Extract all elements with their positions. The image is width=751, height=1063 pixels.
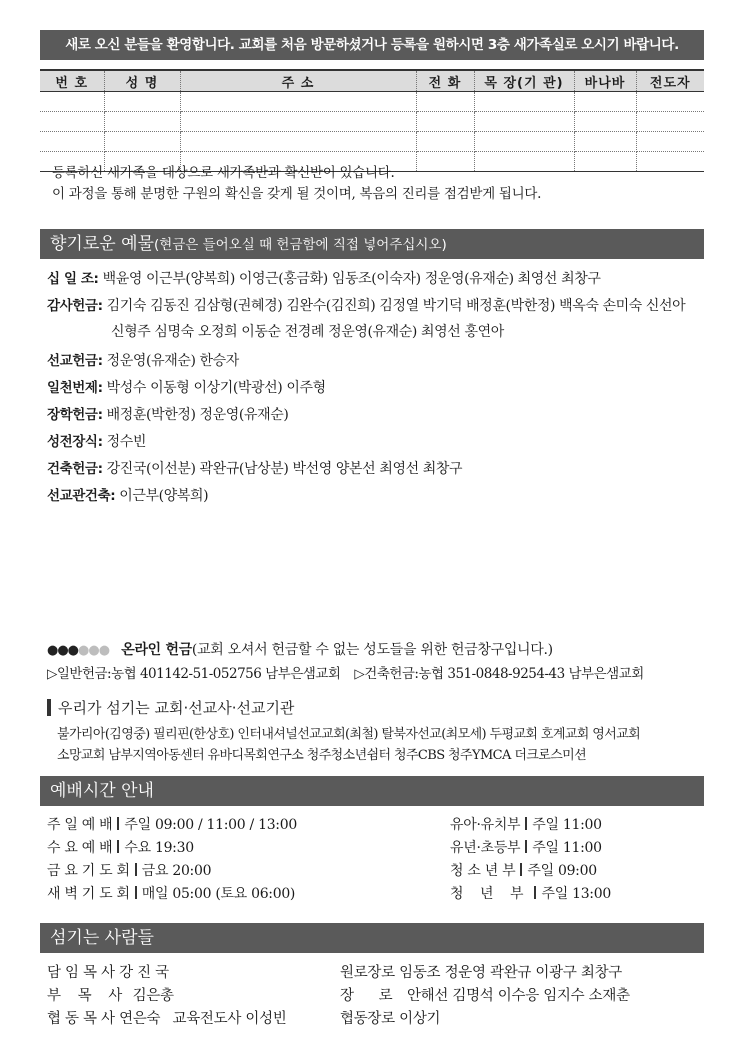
staff-header: 섬기는 사람들	[40, 923, 704, 953]
offering-names: 정수빈	[106, 434, 147, 450]
table-cell[interactable]	[574, 112, 636, 132]
table-cell[interactable]	[636, 132, 704, 152]
header-cell-group: 목 장(기 관)	[474, 70, 574, 92]
serving-orgs-line-1: 불가리아(김영중) 필리핀(한상호) 인터내셔널선교교회(최철) 탈북자선교(최모세) 두평교회 호계교회 영서교회	[57, 727, 641, 742]
table-cell[interactable]	[474, 112, 574, 132]
online-offering-heading	[47, 639, 553, 659]
worship-time-row	[450, 837, 602, 857]
worship-time-row	[47, 860, 211, 880]
table-row	[40, 132, 704, 152]
offering-row-mission	[47, 349, 239, 370]
worship-time-row	[450, 883, 611, 903]
staff-role: 장 로	[340, 988, 403, 1004]
worship-time-row	[47, 837, 194, 857]
separator	[117, 817, 119, 830]
table-cell[interactable]	[40, 112, 104, 132]
staff-role: 부 목 사	[47, 988, 129, 1004]
offering-label: 장학헌금:	[47, 407, 103, 423]
table-cell[interactable]	[40, 92, 104, 112]
table-cell[interactable]	[40, 132, 104, 152]
offering-row-thanks-cont	[111, 321, 504, 341]
table-row	[40, 92, 704, 112]
online-offering-title: 온라인 헌금	[121, 642, 192, 658]
table-row	[40, 112, 704, 132]
header-barnabas: 바나바	[574, 70, 636, 92]
worship-time: 주일 11:00	[532, 817, 602, 833]
header-number: 번 호	[40, 70, 104, 92]
worship-name: 유년·초등부	[450, 840, 521, 856]
worship-time-row	[47, 883, 295, 903]
staff-names: 안해선 김명석 이수응 임지수 소재춘	[406, 988, 630, 1004]
staff-role: 협 동 목 사	[47, 1011, 115, 1027]
offering-label: 십 일 조:	[47, 271, 99, 287]
worship-time: 주일 09:00 / 11:00 / 13:00	[124, 817, 297, 833]
header-evangelist: 전도자	[636, 70, 704, 92]
table-cell[interactable]	[474, 152, 574, 172]
staff-row	[340, 984, 630, 1005]
table-cell[interactable]	[416, 152, 474, 172]
offering-label: 일천번제:	[47, 380, 103, 396]
separator	[525, 840, 527, 853]
separator	[135, 886, 137, 899]
offering-names: 백윤영 이근부(양복희) 이영근(홍금화) 임동조(이숙자) 정운영(유재순) 최영선 최창구	[102, 271, 601, 287]
staff-names: 이상기	[399, 1011, 441, 1027]
serving-orgs-title: 우리가 섬기는 교회·선교사·선교기관	[58, 699, 295, 717]
table-cell[interactable]	[180, 132, 416, 152]
bank-accounts	[47, 662, 644, 682]
table-cell[interactable]	[636, 92, 704, 112]
staff-row	[47, 984, 174, 1005]
serving-orgs-heading	[47, 697, 294, 718]
offering-row-scholarship	[47, 403, 288, 424]
offering-label: 감사헌금:	[47, 298, 103, 314]
worship-times-header: 예배시간 안내	[40, 776, 704, 806]
worship-name: 청 년 부	[450, 886, 530, 902]
offerings-header	[40, 229, 704, 259]
staff-role: 협동장로	[340, 1011, 395, 1027]
header-name: 성 명	[104, 70, 180, 92]
worship-time: 주일 11:00	[532, 840, 602, 856]
table-cell[interactable]	[180, 92, 416, 112]
offering-names: 정운영(유재순) 한승자	[106, 353, 239, 369]
offering-names: 신형주 심명숙 오정희 이동순 전경례 정운영(유재순) 최영선 홍연아	[111, 324, 504, 340]
staff-names: 김은총	[132, 988, 174, 1004]
offering-label: 선교헌금:	[47, 353, 103, 369]
worship-time-row	[450, 860, 597, 880]
header-address: 주 소	[180, 70, 416, 92]
table-cell[interactable]	[416, 112, 474, 132]
offering-row-thousand	[47, 376, 326, 397]
staff-row	[340, 961, 622, 982]
staff-names: 이성빈	[245, 1011, 287, 1027]
offering-names: 박성수 이동형 이상기(박광선) 이주형	[106, 380, 326, 396]
separator	[520, 863, 522, 876]
offering-names: 김기숙 김동진 김삼형(권혜경) 김완수(김진희) 김정열 박기덕 배정훈(박한정) 백옥숙 손미숙 신선아	[106, 298, 686, 314]
building-offering-account: ▷건축헌금:농협 351-0848-9254-43 남부은샘교회	[354, 666, 644, 682]
table-header-row	[40, 70, 704, 92]
offering-label: 선교관건축:	[47, 488, 116, 504]
worship-time: 매일 05:00 (토요 06:00)	[141, 886, 296, 902]
staff-row	[47, 961, 169, 982]
separator	[534, 886, 536, 899]
online-offering-desc: (교회 오셔서 헌금할 수 없는 성도들을 위한 헌금창구입니다.)	[191, 642, 553, 658]
offering-label: 성전장식:	[47, 434, 103, 450]
table-cell[interactable]	[574, 132, 636, 152]
staff-names: 연은숙	[119, 1011, 161, 1027]
welcome-banner: 새로 오신 분들을 환영합니다. 교회를 처음 방문하셨거나 등록을 원하시면 3층 새가족실로 오시기 바랍니다.	[40, 30, 704, 60]
offering-names: 이근부(양복희)	[119, 488, 209, 504]
worship-name: 금 요 기 도 회	[47, 863, 130, 879]
table-cell[interactable]	[574, 92, 636, 112]
staff-row	[340, 1007, 440, 1028]
staff-names: 강 진 국	[119, 965, 169, 981]
table-cell[interactable]	[636, 152, 704, 172]
worship-name: 유아·유치부	[450, 817, 521, 833]
dots-decoration: ●●●●●●	[47, 643, 110, 658]
table-cell[interactable]	[416, 92, 474, 112]
registration-table	[40, 69, 704, 172]
serving-orgs-line-2: 소망교회 남부지역아동센터 유바디목회연구소 청주청소년쉼터 청주CBS 청주YMCA 더크로스미션	[57, 748, 587, 763]
table-cell[interactable]	[104, 92, 180, 112]
worship-time: 주일 09:00	[527, 863, 597, 879]
worship-time: 주일 13:00	[541, 886, 611, 902]
table-cell[interactable]	[180, 112, 416, 132]
separator	[525, 817, 527, 830]
table-cell[interactable]	[474, 92, 574, 112]
worship-time: 수요 19:30	[124, 840, 194, 856]
offerings-subtitle: (현금은 들어오실 때 헌금함에 직접 넣어주십시오)	[153, 237, 447, 253]
staff-row	[47, 1007, 287, 1028]
separator	[135, 863, 137, 876]
general-offering-account: ▷일반헌금:농협 401142-51-052756 남부은샘교회	[47, 666, 341, 682]
offering-row-decoration	[47, 430, 146, 451]
staff-role: 원로장로	[340, 965, 395, 981]
table-cell[interactable]	[104, 132, 180, 152]
table-cell[interactable]	[104, 112, 180, 132]
worship-name: 새 벽 기 도 회	[47, 886, 130, 902]
offering-row-tithe	[47, 267, 600, 288]
worship-name: 수 요 예 배	[47, 840, 113, 856]
worship-time-row	[450, 814, 602, 834]
registration-note-2: 이 과정을 통해 분명한 구원의 확신을 갖게 될 것이며, 복음의 진리를 점검받게 됩니다.	[52, 186, 542, 202]
registration-note-1: 등록하신 새가족을 대상으로 새가족반과 확신반이 있습니다.	[52, 165, 395, 181]
table-cell[interactable]	[474, 132, 574, 152]
worship-name: 주 일 예 배	[47, 817, 113, 833]
worship-time-row	[47, 814, 297, 834]
heading-marker	[47, 699, 51, 716]
separator	[117, 840, 119, 853]
header-phone: 전 화	[416, 70, 474, 92]
staff-role: 교육전도사	[172, 1011, 242, 1027]
worship-time: 금요 20:00	[141, 863, 212, 879]
offering-row-building	[47, 457, 462, 478]
offering-names: 배정훈(박한정) 정운영(유재순)	[106, 407, 289, 423]
offering-row-thanks	[47, 294, 685, 315]
table-cell[interactable]	[636, 112, 704, 132]
worship-name: 청 소 년 부	[450, 863, 516, 879]
table-cell[interactable]	[574, 152, 636, 172]
staff-names: 임동조 정운영 곽완규 이광구 최창구	[399, 965, 622, 981]
offering-names: 강진국(이선분) 곽완규(남상분) 박선영 양본선 최영선 최창구	[106, 461, 463, 477]
offering-row-mission-building	[47, 484, 208, 505]
staff-role: 담 임 목 사	[47, 965, 115, 981]
offering-label: 건축헌금:	[47, 461, 103, 477]
table-cell[interactable]	[416, 132, 474, 152]
offerings-title: 향기로운 예물	[50, 234, 154, 254]
